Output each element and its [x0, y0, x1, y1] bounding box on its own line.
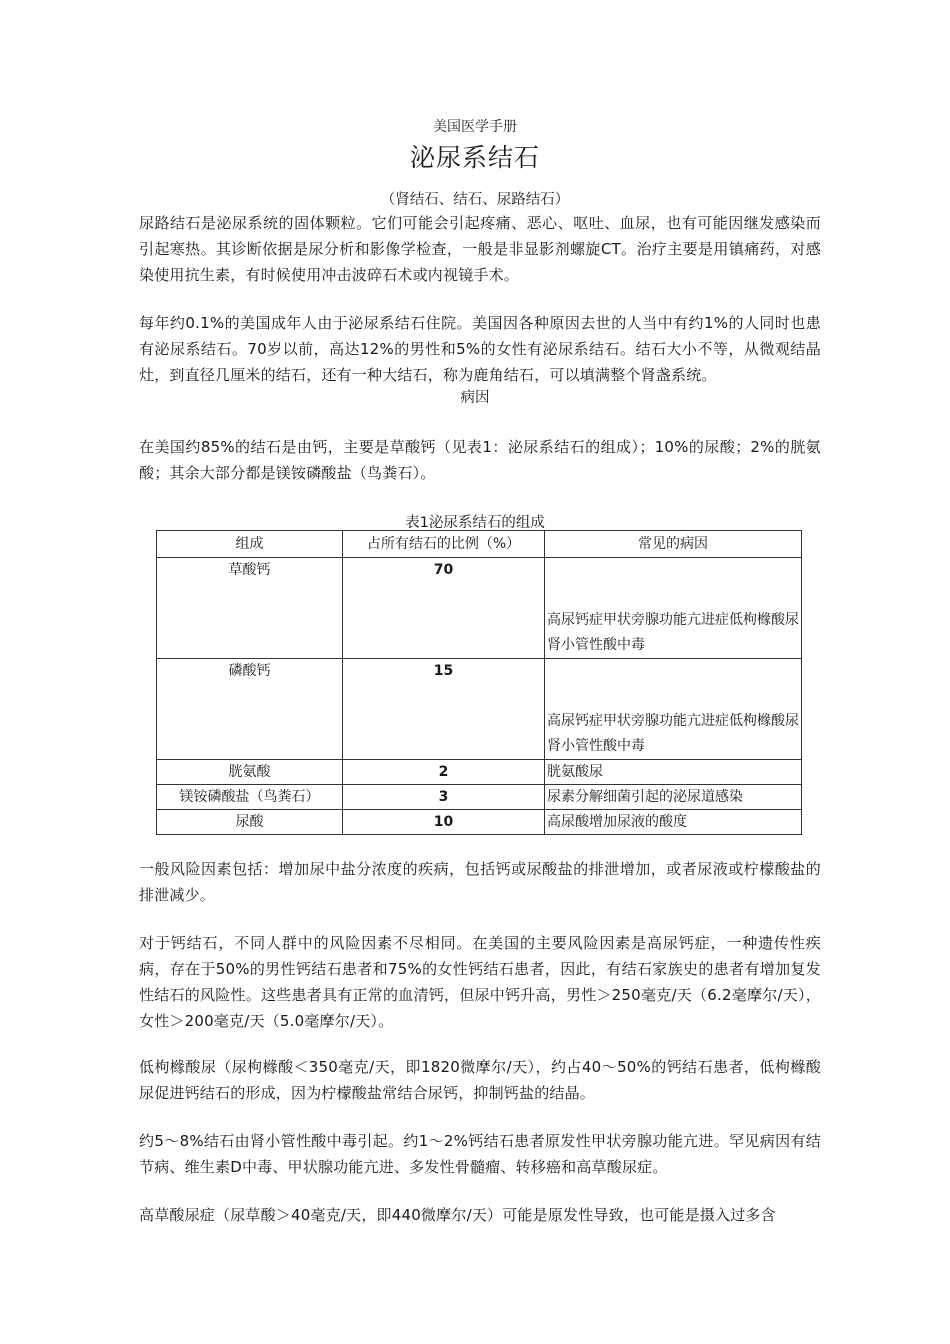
- section-heading-etiology: 病因: [460, 390, 490, 406]
- table-row: [157, 785, 802, 810]
- table-header-cell: 常见的病因: [545, 531, 802, 558]
- paragraph-etiology: 在美国约85%的结石是由钙，主要是草酸钙（见表1：泌尿系结石的组成）；10%的尿酸；2%的胱氨酸；其余大部分都是镁铵磷酸盐（鸟粪石）。: [139, 438, 821, 482]
- component-cell: 草酸钙: [157, 558, 343, 659]
- paragraph-epidemiology: 每年约0.1%的美国成年人由于泌尿系结石住院。美国因各种原因去世的人当中有约1%的人同时也患有泌尿系结石。70岁以前，高达12%的男性和5%的女性有泌尿系结石。结石大小不等，从微观结晶灶，到直径几厘米的结石，还有一种大结石，称为鹿角结石，可以填满整个肾盏系统。: [139, 314, 821, 384]
- paragraph-risk-calcium: 对于钙结石，不同人群中的风险因素不尽相同。在美国的主要风险因素是高尿钙症，一种遗传性疾病，存在于50%的男性钙结石患者和75%的女性钙结石患者，因此，有结石家族史的患者有增加复发性结石的风险性。这些患者具有正常的血清钙，但尿中钙升高，男性＞250毫克/天（6.2毫摩尔/天），女性＞200毫克/天（5.0毫摩尔/天）。: [139, 934, 821, 1030]
- table-header-cell: 占所有结石的比例（%）: [343, 531, 545, 558]
- table-row: [157, 810, 802, 835]
- paragraph-risk-general: 一般风险因素包括：增加尿中盐分浓度的疾病，包括钙或尿酸盐的排泄增加，或者尿液或柠檬酸盐的排泄减少。: [139, 860, 821, 904]
- percent-cell: 3: [343, 785, 545, 810]
- component-cell: 镁铵磷酸盐（鸟粪石）: [157, 785, 343, 810]
- paragraph-hyperoxaluria: 高草酸尿症（尿草酸＞40毫克/天，即440微摩尔/天）可能是原发性导致，也可能是摄入过多含: [139, 1206, 776, 1224]
- table-row: [157, 760, 802, 785]
- percent-cell: 70: [343, 558, 545, 659]
- paragraph-intro: 尿路结石是泌尿系统的固体颗粒。它们可能会引起疼痛、恶心、呕吐、血尿，也有可能因继发感染而引起寒热。其诊断依据是尿分析和影像学检查，一般是非显影剂螺旋CT。治疗主要是用镇痛药，对感染使用抗生素，有时候使用冲击波碎石术或内视镜手术。: [139, 214, 821, 284]
- paragraph-rta: 约5～8%结石由肾小管性酸中毒引起。约1～2%钙结石患者原发性甲状旁腺功能亢进。罕见病因有结节病、维生素D中毒、甲状腺功能亢进、多发性骨髓瘤、转移癌和高草酸尿症。: [139, 1132, 821, 1176]
- component-cell: 胱氨酸: [157, 760, 343, 785]
- cause-cell: 胱氨酸尿: [545, 760, 802, 785]
- component-cell: 磷酸钙: [157, 659, 343, 760]
- table-row: [157, 558, 802, 659]
- paragraph-hypocitraturia: 低枸橼酸尿（尿枸橼酸＜350毫克/天，即1820微摩尔/天），约占40～50%的钙结石患者，低枸橼酸尿促进钙结石的形成，因为柠檬酸盐常结合尿钙，抑制钙盐的结晶。: [139, 1058, 821, 1102]
- percent-cell: 2: [343, 760, 545, 785]
- document-source: 美国医学手册: [433, 119, 517, 135]
- component-cell: 尿酸: [157, 810, 343, 835]
- document-subtitle: （肾结石、结石、尿路结石）: [380, 192, 570, 208]
- percent-cell: 10: [343, 810, 545, 835]
- percent-cell: 15: [343, 659, 545, 760]
- table-header-cell: 组成: [157, 531, 343, 558]
- composition-table: [156, 530, 802, 835]
- cause-cell: 高尿酸增加尿液的酸度: [545, 810, 802, 835]
- cause-cell: 尿素分解细菌引起的泌尿道感染: [545, 785, 802, 810]
- table-row: [157, 659, 802, 760]
- cause-cell: 高尿钙症甲状旁腺功能亢进症低枸橼酸尿肾小管性酸中毒: [545, 558, 802, 659]
- table-caption: 表1泌尿系结石的组成: [405, 515, 545, 531]
- cause-cell: 高尿钙症甲状旁腺功能亢进症低枸橼酸尿肾小管性酸中毒: [545, 659, 802, 760]
- table-header-row: [157, 531, 802, 558]
- document-title: 泌尿系结石: [409, 143, 540, 172]
